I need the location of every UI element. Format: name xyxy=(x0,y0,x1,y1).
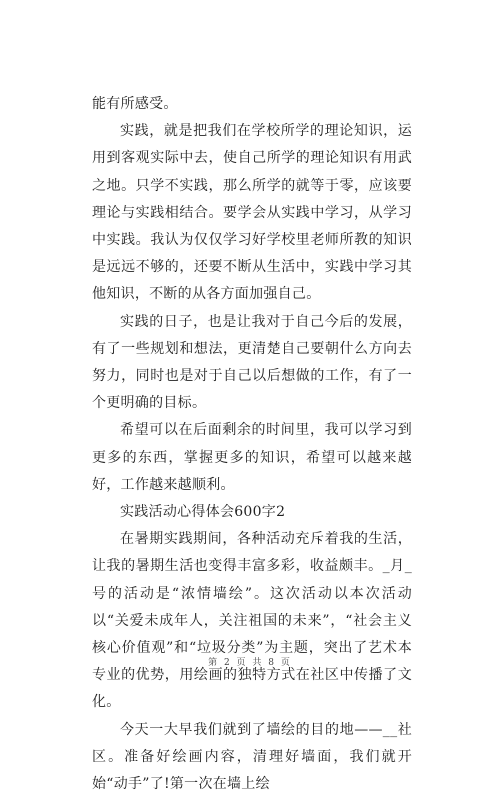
section-heading: 实践活动心得体会600字2 xyxy=(120,504,286,521)
paragraph-practice-theory: 实践，就是把我们在学校所学的理论知识，运用到客观实际中去，使自己所学的理论知识有用武之地。只学不实践，那么所学的就等于零，应该要理论与实践相结合。要学会从实践中学习，从学习中实践。我认为仅仅学习好学校里老师所教的知识是远远不够的，还要不断从生活中，实践中学习其他知识，不断的从各方面加强自己。 xyxy=(92,123,412,303)
body-text xyxy=(92,91,412,798)
paragraph-practice-days: 实践的日子，也是让我对于自己今后的发展，有了一些规划和想法，更清楚自己要朝什么方向去努力，同时也是对于自己以后想做的工作，有了一个更明确的目标。 xyxy=(92,313,412,412)
paragraph-summer-practice: 在暑期实践期间，各种活动充斥着我的生活，让我的暑期生活也变得丰富多彩，收益颇丰。_月_号的活动是“浓情墙绘”。这次活动以本次活动以“关爱未成年人，关注祖国的未来”，“社会主义核心价值观”和“垃圾分类”为主题，突出了艺术本专业的优势，用绘画的独特方式在社区中传播了文化。 xyxy=(92,531,412,711)
paragraph-continuation: 能有所感受。 xyxy=(92,96,178,112)
paragraph-mural-day: 今天一大早我们就到了墙绘的目的地——__社区。准备好绘画内容，清理好墙面，我们就开始“动手”了!第一次在墙上绘 xyxy=(92,721,412,793)
paragraph-hope: 希望可以在后面剩余的时间里，我可以学习到更多的东西，掌握更多的知识，希望可以越来越好，工作越来越顺利。 xyxy=(92,422,412,493)
page-footer: 第 2 页 共 8 页 xyxy=(208,658,292,668)
